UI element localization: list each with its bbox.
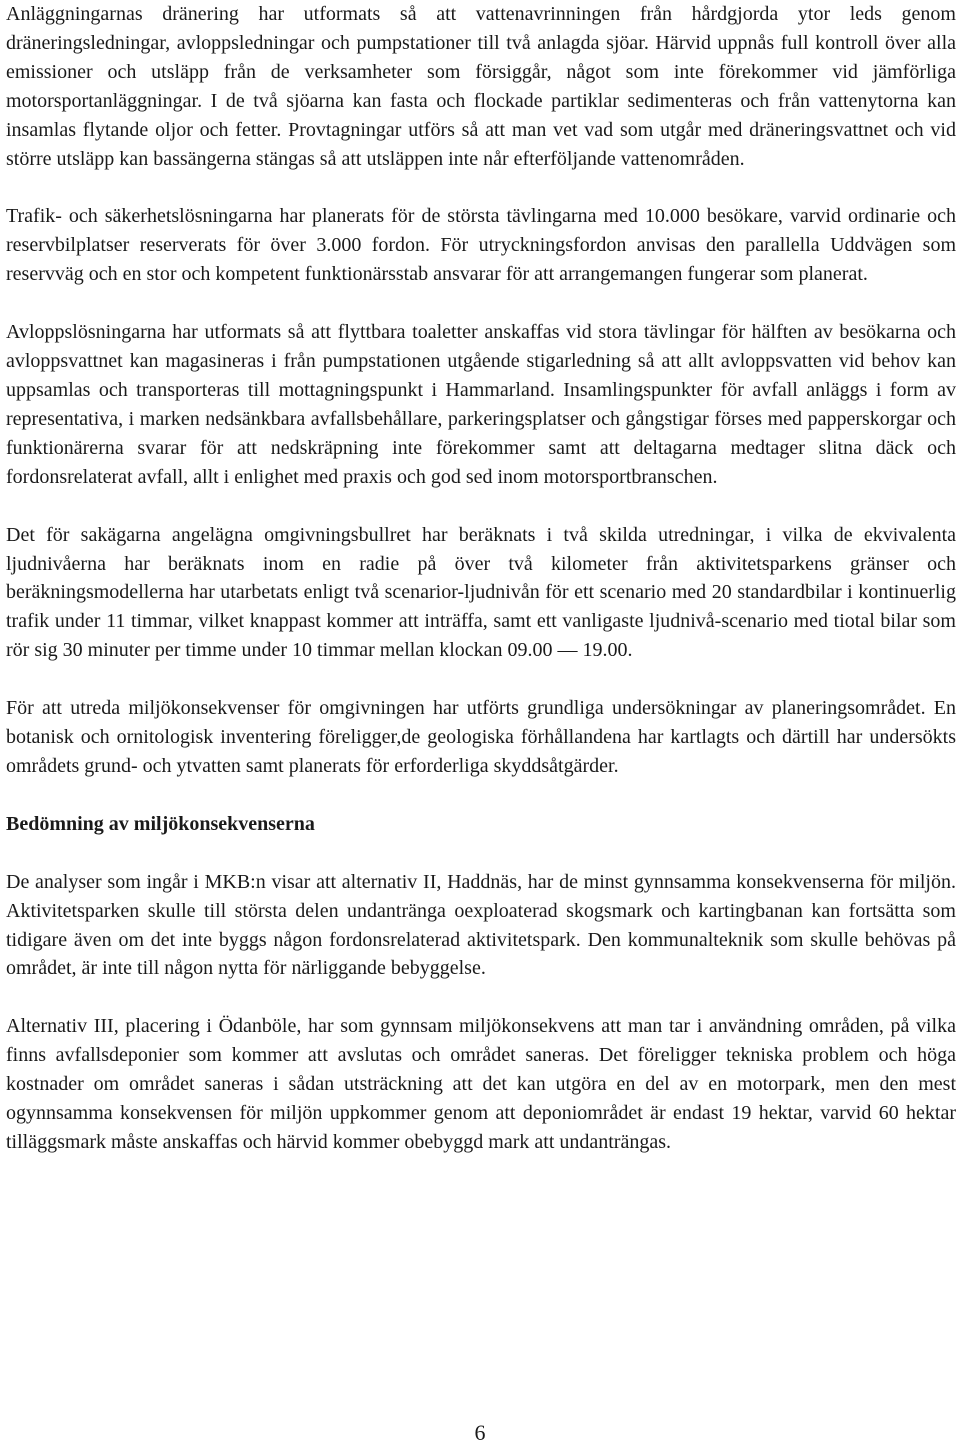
- paragraph-gap: [6, 983, 956, 1012]
- paragraph-alternative-2: De analyser som ingår i MKB:n visar att alternativ II, Haddnäs, har de minst gynnsamma konsekvenserna för miljön. Aktivitetsparken skulle till största delen undantränga oexploaterad skogsmark och kartingbanan kan fortsätta som tidigare även om det inte byggs någon fordonsrelaterad aktivitetspark. Den kommunalteknik som skulle behövas på området, är inte till någon nytta för närliggande bebyggelse.: [6, 870, 956, 980]
- paragraph-gap: [6, 665, 956, 694]
- paragraph-drainage: Anläggningarnas dränering har utformats så att vattenavrinningen från hårdgjorda ytor leds genom dräneringsledningar, avloppsledningar och pumpstationer till två anlagda sjöar. Härvid uppnås full kontroll över alla emissioner och utsläpp från de verksamheter som försiggår, något som inte förekommer vid jämförliga motorsportanläggningar. I de två sjöarna kan fasta och flockade partiklar sedimenteras och från vattenytorna kan insamlas flytande oljor och fetter. Provtagningar utförs så att man vet vad som utgår med dräneringsvattnet och vid större utsläpp kan bassängerna stängas så att utsläppen inte når efterföljande vattenområden.: [6, 3, 956, 170]
- section-heading: Bedömning av miljökonsekvenserna: [6, 812, 315, 835]
- paragraph-gap: [6, 289, 956, 318]
- page-number: 6: [474, 1420, 486, 1445]
- paragraph-noise: Det för sakägarna angelägna omgivningsbullret har beräknats i två skilda utredningar, i vilka de ekvivalenta ljudnivåerna har beräknats inom en radie på över två kilometer från aktivitetsparkens gränser och beräkningsmodellerna har utarbetats enligt två scenarior-ljudnivån för ett scenario med 20 standardbilar i kontinuerlig trafik under 11 timmar, vilket knappast kommer att inträffa, samt ett vanligaste ljudnivå-scenario med tiotal bilar som rör sig 30 minuter per timme under 10 timmar mellan klockan 09.00 — 19.00.: [6, 523, 956, 662]
- paragraph-gap: [6, 173, 956, 202]
- document-page: [6, 0, 956, 1157]
- paragraph-gap: [6, 781, 956, 810]
- paragraph-investigations: För att utreda miljökonsekvenser för omgivningen har utförts grundliga undersökningar av planeringsområdet. En botanisk och ornitologisk inventering föreligger,de geologiska förhållandena har kartlagts och därtill har undersökts områdets grund- och ytvatten samt planerats för erforderliga skyddsåtgärder.: [6, 697, 956, 777]
- paragraph-traffic-safety: Trafik- och säkerhetslösningarna har planerats för de största tävlingarna med 10.000 besökare, varvid ordinarie och reservbilplatser reserverats för över 3.000 fordon. För utryckningsfordon anvisas den parallella Uddvägen som reservväg och en stor och kompetent funktionärsstab ansvarar för att arrangemangen fungerar som planerat.: [6, 205, 956, 286]
- paragraph-alternative-3: Alternativ III, placering i Ödanböle, har som gynnsam miljökonsekvens att man tar i användning områden, på vilka finns avfallsdeponier som kommer att avslutas och området saneras. Det föreligger tekniska problem och höga kostnader om området saneras i sådan utsträckning att det kan utgöra en del av en motorpark, men den mest ogynnsamma konsekvensen för miljön uppkommer genom att deponiområdet är endast 19 hektar, varvid 60 hektar tilläggsmark måste anskaffas och härvid kommer obebyggd mark att undanträngas.: [6, 1015, 956, 1153]
- paragraph-sewage: Avloppslösningarna har utformats så att flyttbara toaletter anskaffas vid stora tävlingar för hälften av besökarna och avloppsvattnet kan magasineras i från pumpstationen utgående stigarledning så att allt avloppsvatten vid behov kan uppsamlas och transporteras till mottagningspunkt i Hammarland. Insamlingspunkter för avfall anläggs i form av representativa, i marken nedsänkbara avfallsbehållare, parkeringsplatser och gångstigar förses med papperskorgar och funktionärerna svarar för att nedskräpning inte förekommer samt att deltagarna medtager slitna däck och fordonsrelaterat avfall, allt i enlighet med praxis och god sed inom motorsportbranschen.: [6, 321, 956, 488]
- paragraph-gap: [6, 492, 956, 521]
- paragraph-gap: [6, 839, 956, 868]
